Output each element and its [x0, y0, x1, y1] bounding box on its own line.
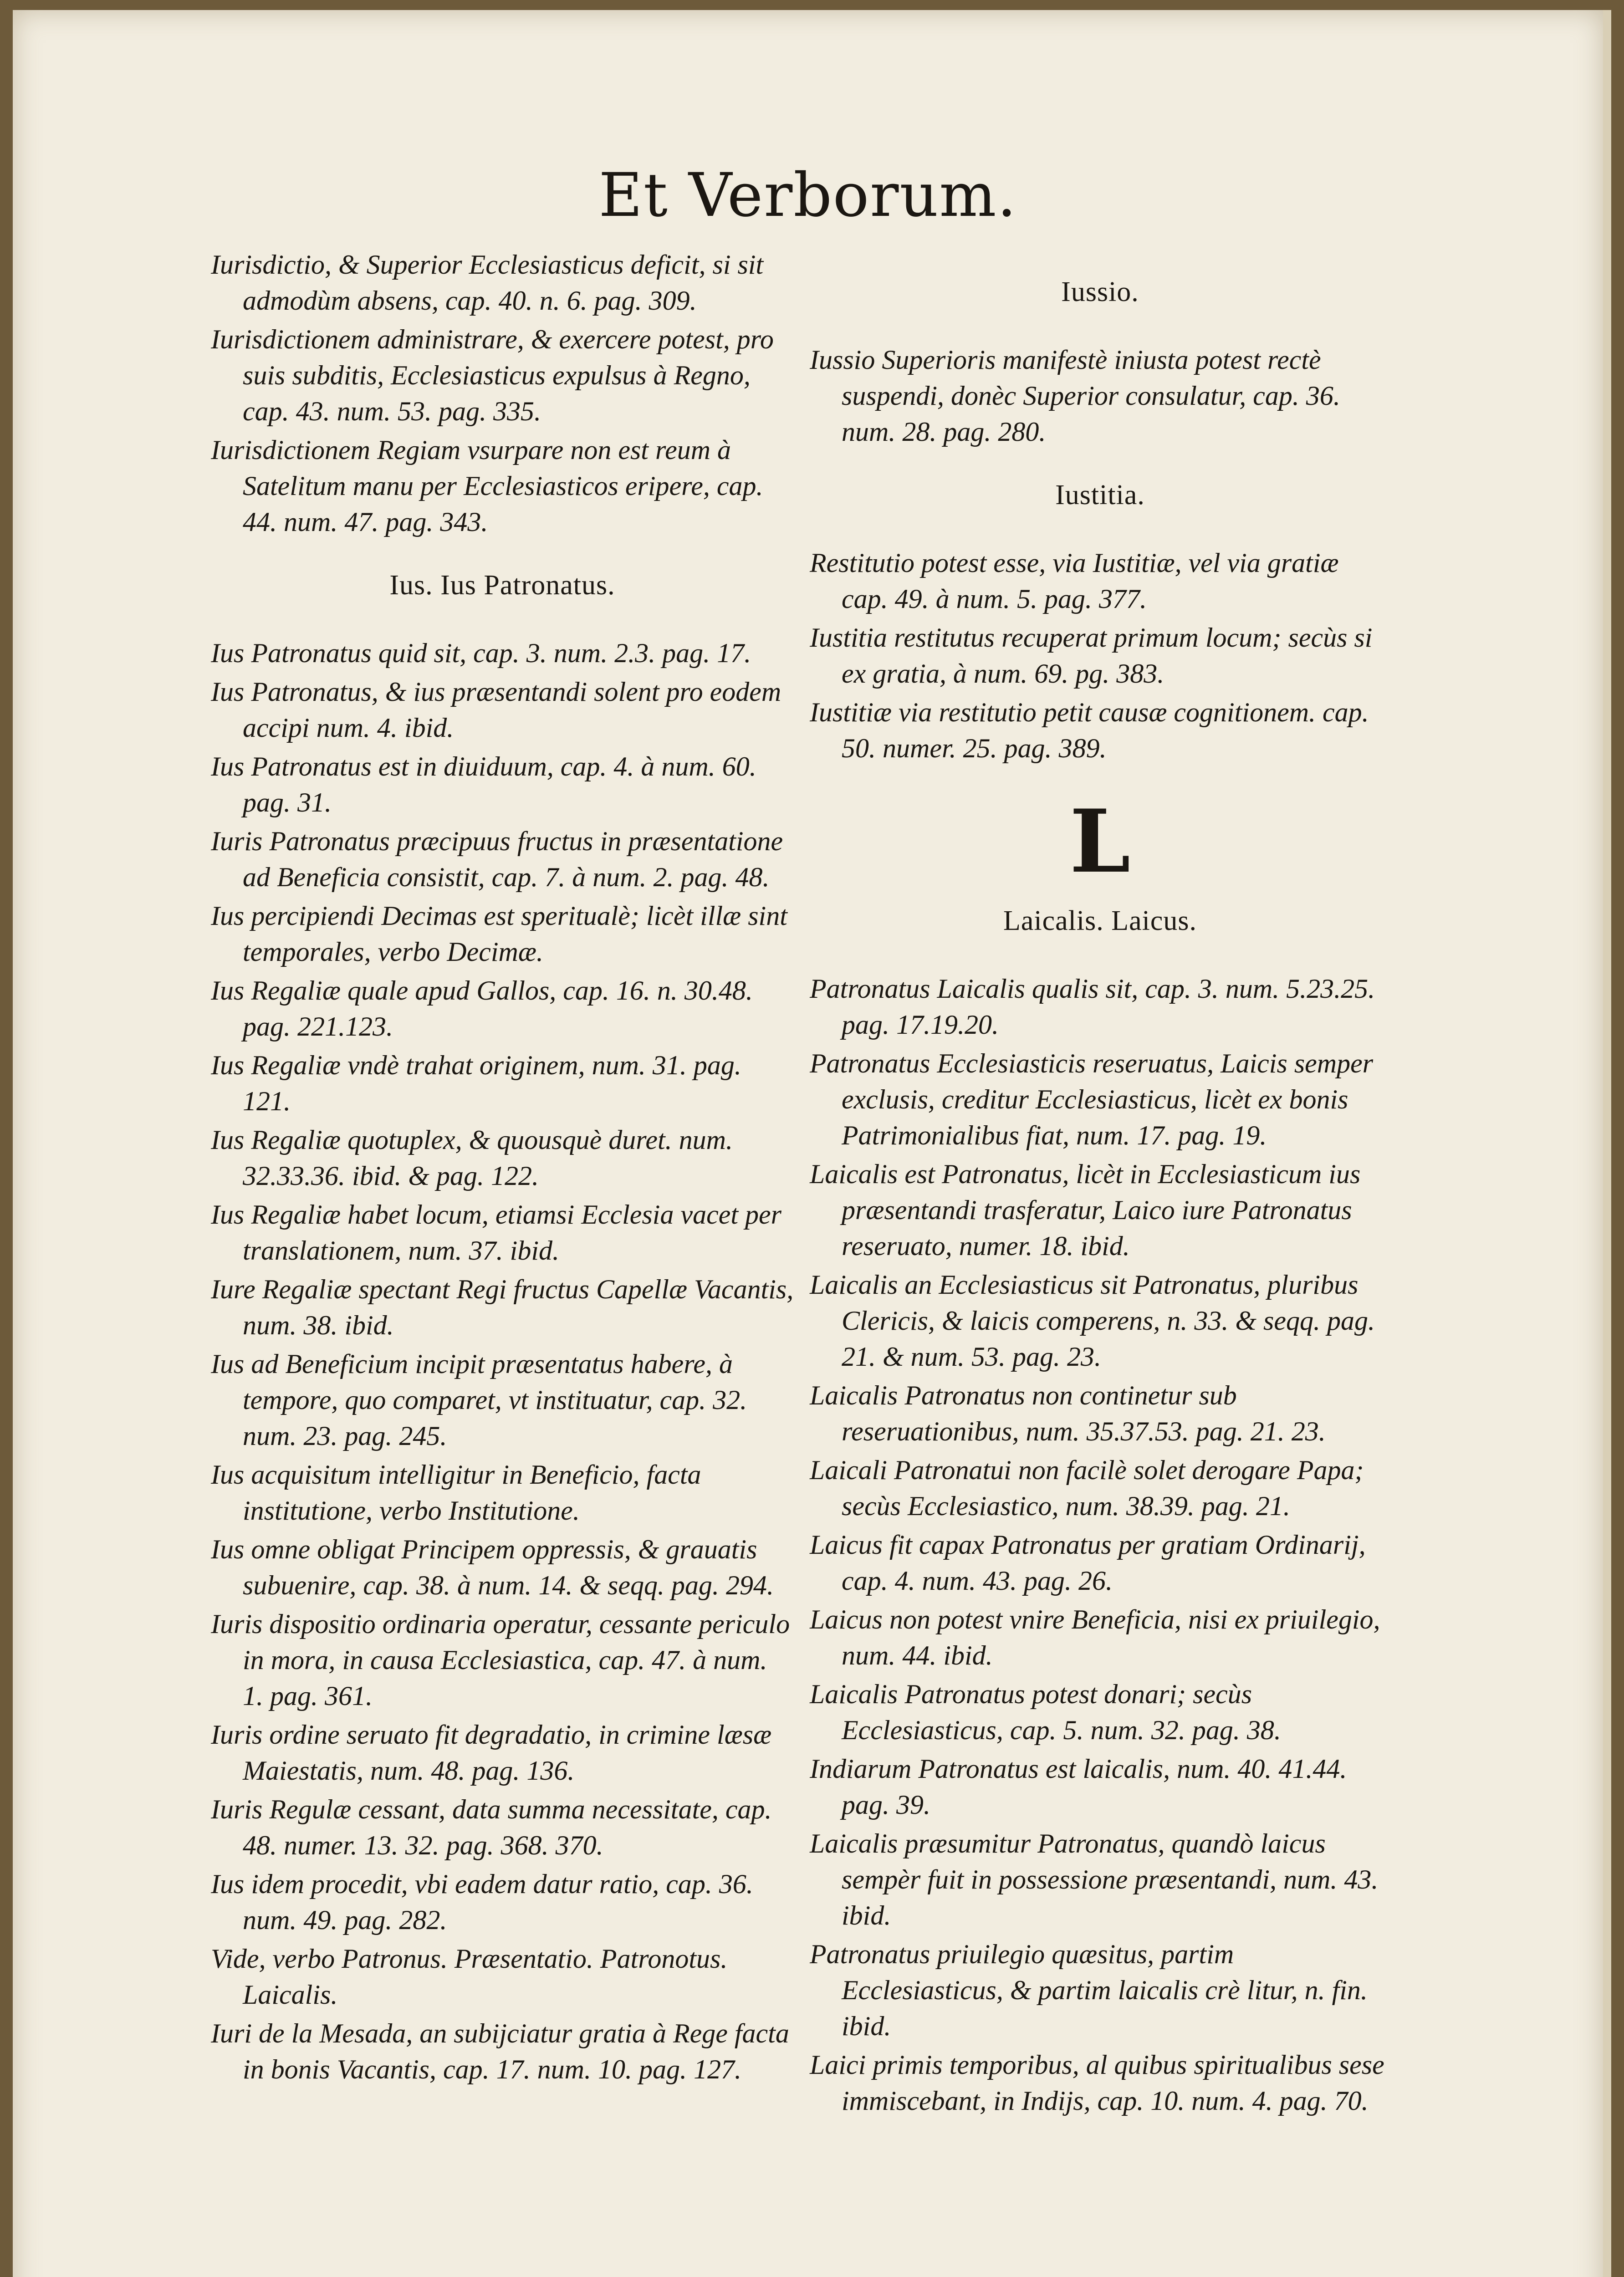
index-entry: Ius Regaliæ vndè trahat originem, num. 31. pag. 121.	[211, 1050, 741, 1116]
index-entry: Laicus fit capax Patronatus per gratiam Ordinarij, cap. 4. num. 43. pag. 26.	[810, 1530, 1366, 1596]
book-page	[13, 10, 1611, 2277]
right-column	[810, 247, 1390, 2122]
index-entry: Iuri de la Mesada, an subijciatur gratia à Rege facta in bonis Vacantis, cap. 17. num. 10. pag. 127.	[211, 2018, 789, 2084]
section-heading-ius: Ius. Ius Patronatus.	[389, 570, 615, 601]
section-letter: L	[1069, 791, 1131, 892]
index-entry: Indiarum Patronatus est laicalis, num. 40. 41.44. pag. 39.	[810, 1754, 1347, 1820]
index-entry: Laicalis Patronatus potest donari; secùs Ecclesiasticus, cap. 5. num. 32. pag. 38.	[810, 1679, 1281, 1745]
index-entry: Laicalis Patronatus non continetur sub reseruationibus, num. 35.37.53. pag. 21. 23.	[810, 1380, 1326, 1446]
index-entry: Ius Regaliæ quale apud Gallos, cap. 16. n. 30.48. pag. 221.123.	[211, 975, 753, 1041]
index-entry: Ius Regaliæ habet locum, etiamsi Ecclesia vacet per translationem, num. 37. ibid.	[211, 1200, 781, 1266]
left-column	[211, 247, 794, 2090]
index-entry: Laicalis præsumitur Patronatus, quandò laicus sempèr fuit in possessione præsentandi, num. 43. ibid.	[810, 1828, 1379, 1930]
index-entry: Ius acquisitum intelligitur in Beneficio, facta institutione, verbo Institutione.	[211, 1460, 701, 1526]
index-entry: Patronatus Ecclesiasticis reseruatus, Laicis semper exclusis, creditur Ecclesiasticus, licèt ex bonis Patrimonialibus fiat, num. 17. pag. 19.	[810, 1048, 1374, 1150]
index-entry: Laicali Patronatui non facilè solet derogare Papa; secùs Ecclesiastico, num. 38.39. pag. 21.	[810, 1455, 1364, 1521]
index-entry: Iurisdictio, & Superior Ecclesiasticus deficit, si sit admodùm absens, cap. 40. n. 6. pag. 309.	[211, 250, 764, 316]
index-entry: Ius omne obligat Principem oppressis, & grauatis subuenire, cap. 38. à num. 14. & seqq. pag. 294.	[211, 1534, 774, 1600]
index-entry: Ius Regaliæ quotuplex, & quousquè duret. num. 32.33.36. ibid. & pag. 122.	[211, 1125, 733, 1191]
index-entry: Laicus non potest vnire Beneficia, nisi ex priuilegio, num. 44. ibid.	[810, 1604, 1380, 1670]
index-entry: Iuris Patronatus præcipuus fructus in præsentatione ad Beneficia consistit, cap. 7. à num. 2. pag. 48.	[211, 826, 783, 892]
index-entry: Iuris ordine seruato fit degradatio, in crimine læsæ Maiestatis, num. 48. pag. 136.	[211, 1720, 772, 1786]
index-entry: Laicalis est Patronatus, licèt in Ecclesiasticum ius præsentandi trasferatur, Laico iure Patronatus reseruato, numer. 18. ibid.	[810, 1159, 1361, 1261]
index-entry: Patronatus priuilegio quæsitus, partim Ecclesiasticus, & partim laicalis crè litur, n. fin. ibid.	[810, 1939, 1368, 2041]
index-entry: Iurisdictionem Regiam vsurpare non est reum à Satelitum manu per Ecclesiasticos eripere, cap. 44. num. 47. pag. 343.	[211, 435, 763, 537]
section-heading-laicalis: Laicalis. Laicus.	[1003, 905, 1197, 936]
index-entry: Iustitiæ via restitutio petit causæ cognitionem. cap. 50. numer. 25. pag. 389.	[810, 697, 1369, 763]
index-entry: Laicalis an Ecclesiasticus sit Patronatus, pluribus Clericis, & laicis comperens, n. 33. & seqq. pag. 21. & num. 53. pag. 23.	[810, 1270, 1375, 1372]
index-entry: Laici primis temporibus, al quibus spiritualibus sese immiscebant, in Indijs, cap. 10. num. 4. pag. 70.	[810, 2050, 1384, 2116]
index-entry: Ius percipiendi Decimas est speritualè; licèt illæ sint temporales, verbo Decimæ.	[211, 901, 787, 967]
index-entry: Iustitia restitutus recuperat primum locum; secùs si ex gratia, à num. 69. pg. 383.	[810, 623, 1373, 689]
index-entry: Iuris dispositio ordinaria operatur, cessante periculo in mora, in causa Ecclesiastica, cap. 47. à num. 1. pag. 361.	[211, 1609, 790, 1711]
index-entry: Iussio Superioris manifestè iniusta potest rectè suspendi, donèc Superior consulatur, cap. 36. num. 28. pag. 280.	[810, 345, 1340, 447]
index-entry: Ius idem procedit, vbi eadem datur ratio, cap. 36. num. 49. pag. 282.	[211, 1869, 753, 1935]
index-entry: Ius ad Beneficium incipit præsentatus habere, à tempore, quo comparet, vt instituatur, cap. 32. num. 23. pag. 245.	[211, 1349, 747, 1451]
running-title: Et Verborum.	[598, 160, 1017, 230]
index-entry: Ius Patronatus quid sit, cap. 3. num. 2.3. pag. 17.	[211, 638, 751, 668]
section-heading-iustitia: Iustitia.	[1055, 480, 1145, 511]
index-entry: Ius Patronatus est in diuiduum, cap. 4. à num. 60. pag. 31.	[211, 751, 756, 817]
index-entry: Vide, verbo Patronus. Præsentatio. Patronotus. Laicalis.	[211, 1944, 728, 2010]
index-entry: Patronatus Laicalis qualis sit, cap. 3. num. 5.23.25. pag. 17.19.20.	[810, 974, 1375, 1040]
section-heading-iussio: Iussio.	[1061, 276, 1139, 307]
index-entry: Ius Patronatus, & ius præsentandi solent pro eodem accipi num. 4. ibid.	[211, 677, 781, 743]
index-entry: Iure Regaliæ spectant Regi fructus Capellæ Vacantis, num. 38. ibid.	[211, 1274, 794, 1340]
index-entry: Iurisdictionem administrare, & exercere potest, pro suis subditis, Ecclesiasticus expulsus à Regno, cap. 43. num. 53. pag. 335.	[211, 324, 774, 426]
index-entry: Iuris Regulæ cessant, data summa necessitate, cap. 48. numer. 13. 32. pag. 368. 370.	[211, 1794, 772, 1860]
index-entry: Restitutio potest esse, via Iustitiæ, vel via gratiæ cap. 49. à num. 5. pag. 377.	[810, 548, 1339, 614]
